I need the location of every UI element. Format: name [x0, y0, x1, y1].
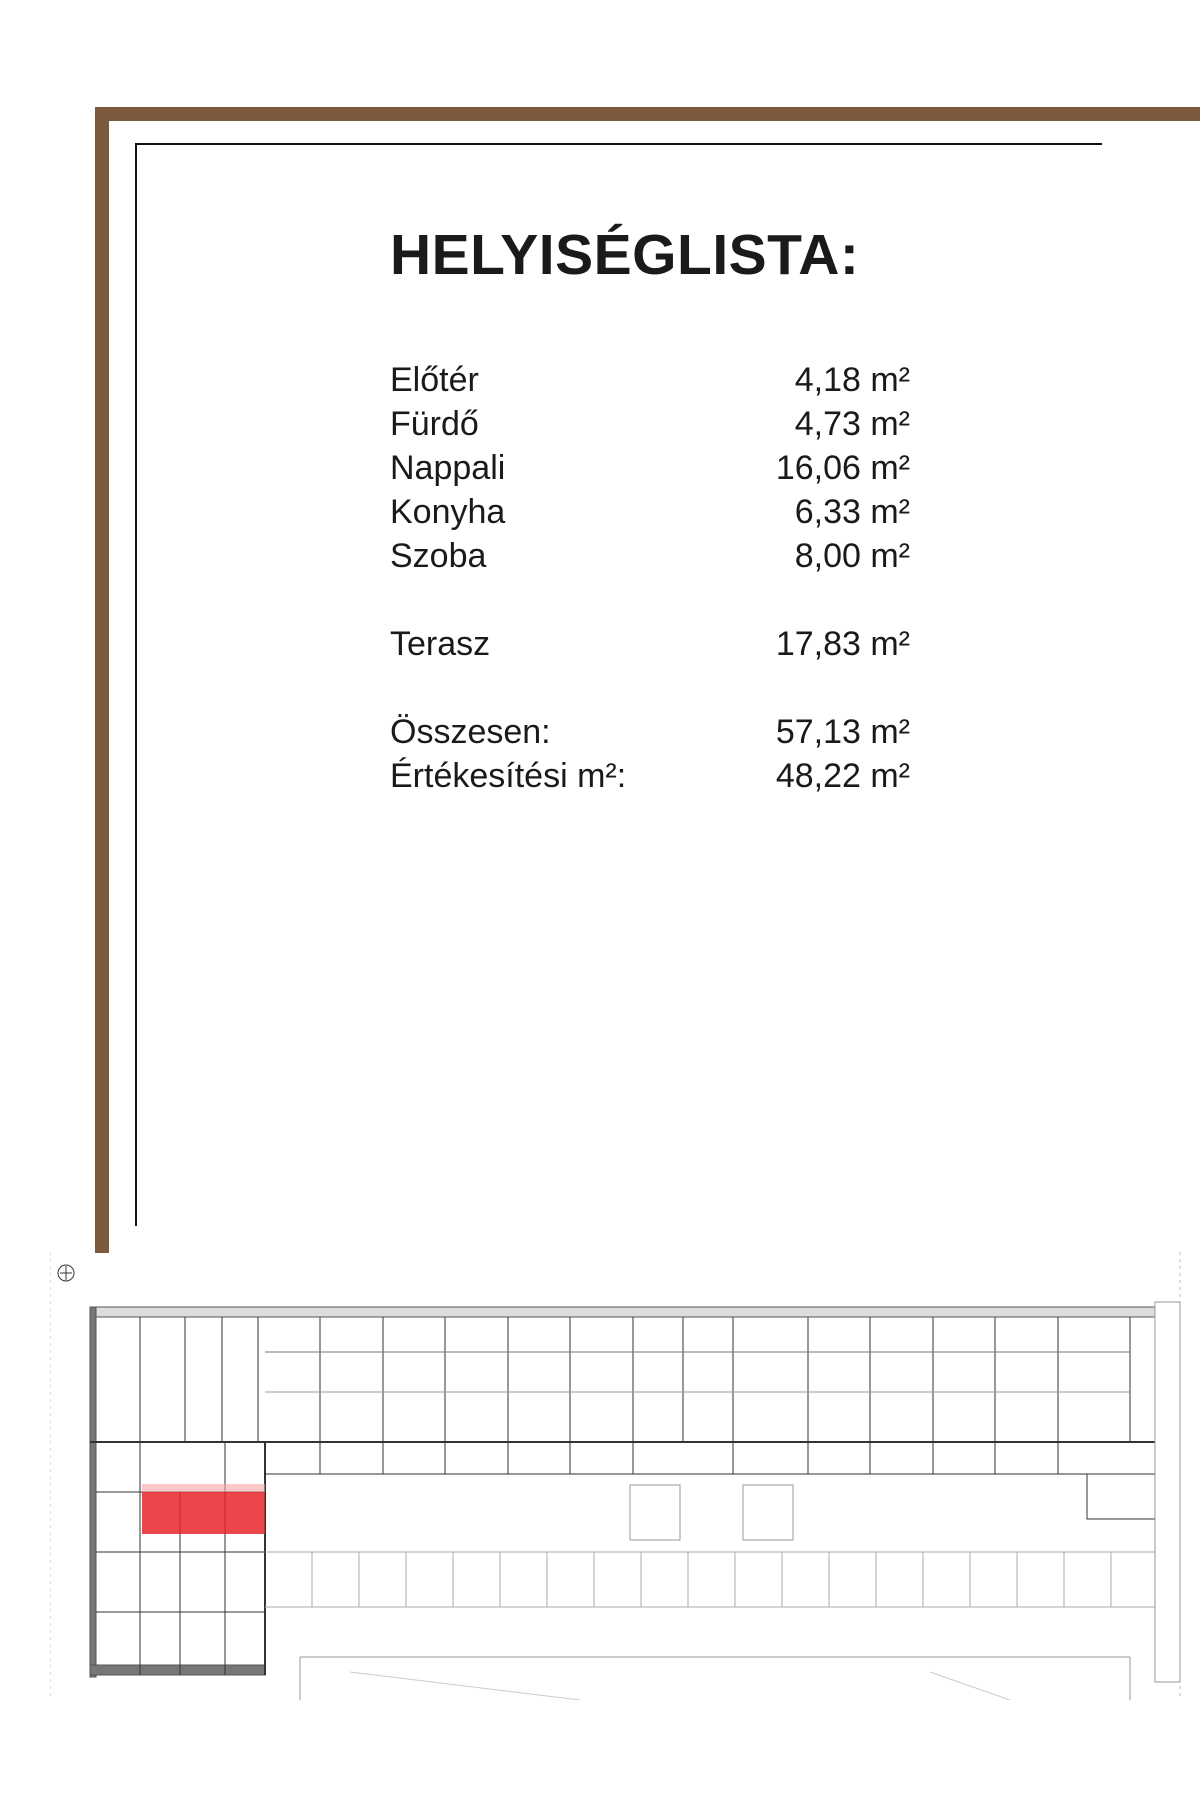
- total-area: 57,13 m²: [775, 713, 910, 751]
- frame-top-bar: [95, 107, 1200, 121]
- floor-plan-drawing: [50, 1252, 1185, 1700]
- inner-border-top: [135, 143, 1102, 145]
- room-list: [390, 358, 910, 798]
- room-area: 4,73 m²: [794, 405, 910, 443]
- room-label: Konyha: [390, 493, 506, 531]
- room-row: [390, 534, 910, 578]
- frame-left-bar: [95, 107, 109, 1253]
- room-area: 4,18 m²: [794, 361, 910, 399]
- terrace-area: 17,83 m²: [775, 625, 910, 663]
- total-row: [390, 710, 910, 754]
- highlighted-apartment: [142, 1492, 265, 1534]
- room-area: 16,06 m²: [775, 449, 910, 487]
- room-row: [390, 402, 910, 446]
- terrace-row: [390, 622, 910, 666]
- sales-area-value: 48,22 m²: [775, 757, 910, 795]
- room-label: Fürdő: [390, 405, 479, 443]
- room-row: [390, 358, 910, 402]
- floor-plan: [50, 1252, 1185, 1700]
- page-title: HELYISÉGLISTA:: [390, 223, 860, 287]
- sales-area-label: Értékesítési m²:: [390, 757, 627, 795]
- total-label: Összesen:: [390, 713, 551, 751]
- room-row: [390, 490, 910, 534]
- room-label: Előtér: [390, 361, 479, 399]
- room-label: Nappali: [390, 449, 506, 487]
- room-area: 6,33 m²: [794, 493, 910, 531]
- room-row: [390, 446, 910, 490]
- room-area: 8,00 m²: [794, 537, 910, 575]
- terrace-label: Terasz: [390, 625, 491, 663]
- sales-area-row: [390, 754, 910, 798]
- inner-border-left: [135, 143, 137, 1226]
- room-label: Szoba: [390, 537, 487, 575]
